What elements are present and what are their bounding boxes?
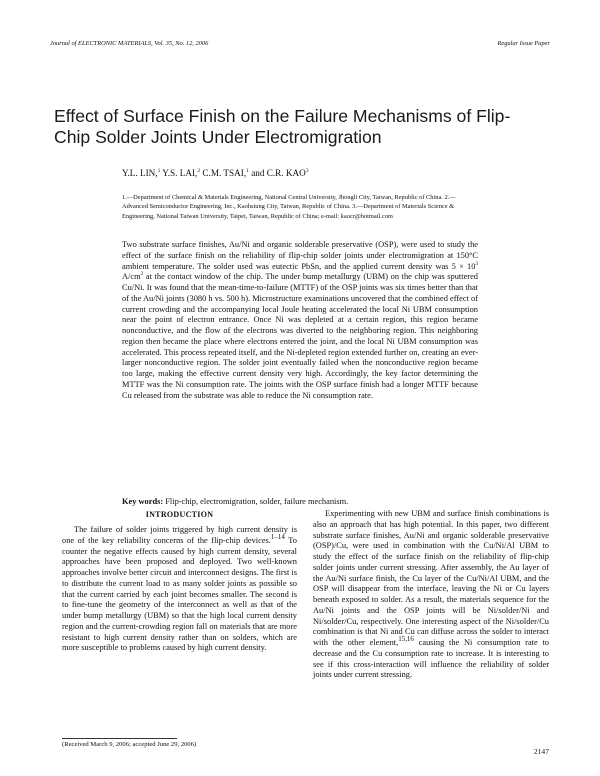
abstract-unit-exponent: 2: [140, 271, 144, 278]
abstract-exponent: 3: [475, 260, 478, 267]
reference-mark: 1–14: [270, 532, 285, 541]
journal-citation: Journal of ELECTRONIC MATERIALS, Vol. 35, No. 12, 2006: [50, 40, 209, 47]
author-name: Y.S. LAI,: [162, 168, 198, 178]
author-name: and C.R. KAO: [251, 168, 306, 178]
affiliations: 1.—Department of Chemical & Materials Engineering, National Central University, Jhongli City, Taiwan, Republic of China. 2.—Advanced Semiconductor Engineering, Inc., Kaohsiung City, Taiwan, Republic of China. 3.—Department of Materials Science & Engineering, National Taiwan University, Taipei, Taiwan, Republic of China; e-mail: kaocr@hotmail.com: [122, 194, 456, 220]
author-affiliation-mark: 1: [157, 168, 161, 174]
section-heading-introduction: INTRODUCTION: [145, 510, 214, 519]
paper-type: Regular Issue Paper: [497, 40, 550, 47]
author-name: C.M. TSAI,: [202, 168, 247, 178]
author-affiliation-mark: 3: [305, 168, 309, 174]
abstract-unit: A/cm: [122, 272, 141, 282]
author-affiliation-mark: 2: [197, 168, 201, 174]
keywords-text: Flip-chip, electromigration, solder, failure mechanism.: [163, 497, 349, 506]
intro-text: causing the Ni consumption rate to decrease and the Cu consumption rate to increase. It is interesting to see if this cross-interaction will influence the reliability of solder joints under current stressing.: [313, 638, 549, 680]
received-date-footnote: (Received March 9, 2006; accepted June 29, 2006): [62, 741, 197, 748]
keywords: [122, 497, 478, 506]
footnote-rule: [62, 738, 177, 739]
intro-text: Experimenting with new UBM and surface finish combinations is also an approach that has high potential. In this paper, two different substrate surface finishes, Au/Ni and organic solderable preservative (OSP)/Cu, were used in combination with the Cu/Ni/Al UBM to study the effect of the surface finish on the reliability of flip-chip solder joints under current stressing. After assembly, the Au layer of the Au/Ni surface finish, the Cu layer of the Cu/Ni/Al UBM, and the OSP will disappear from the interface, leaving the Ni or Cu layers beneath exposed to solder. As a result, the materials sequence for the Au/Ni joints and the OSP joints will be Ni/solder/Ni and Ni/solder/Cu, respectively. One interesting aspect of the Ni/solder/Cu combination is that Ni and Cu can diffuse across the solder to interact with the other element,: [313, 509, 549, 647]
abstract-text: at the contact window of the chip. The under bump metallurgy (UBM) on the chip was sputtered Cu/Ni. It was found that the mean-time-to-failure (MTTF) of the OSP joints was six times better than that of the Au/Ni joints (3080 h vs. 500 h). Microstructure examinations uncovered that the combined effect of current crowding and the accompanying local Joule heating accelerated the local Ni UBM consumption near the point of electron entrance. Once Ni was depleted at a certain region, this region became nonconductive, and the flow of the electrons was diverted to the neighboring region. This neighboring region then became the place where electrons entered the joint, and the local Ni UBM consumption was accelerated. This process repeated itself, and the Ni-depleted region extended further on, creating an ever-larger nonconductive region. The solder joint eventually failed when the nonconductive region became too large, making the effective current density very high. Accordingly, the key factor determining the MTTF was the Ni consumption rate. The joints with the OSP surface finish had a longer MTTF because Cu released from the substrate was able to reduce the Ni consumption rate.: [122, 272, 478, 400]
intro-text: The failure of solder joints triggered by high current density is one of the key reliability concerns of the flip-chip devices.: [62, 525, 297, 545]
intro-text: To counter the negative effects caused by high current density, several approaches have been proposed and deployed. Two well-known approaches involve better circuit and interconnect designs. The first is to distribute the current load to as many solder joints as possible so that the current carried by each joint becomes smaller. The second is to fine-tune the geometry of the interconnect as well as that of the under bump metallurgy (UBM) so that the high local current density region and the current-crowding region fall on materials that are more resistant to high current density rather than on solders, which are more susceptible to problems caused by high current density.: [62, 535, 297, 653]
abstract-text: Two substrate surface finishes, Au/Ni and organic solderable preservative (OSP), were used to study the effect of the surface finish on the reliability of flip-chip solder joints under electromigration at 150°C ambient temperature. The solder used was eutectic PbSn, and the applied current density was 5 × 10: [122, 240, 478, 271]
intro-left-column: [62, 525, 297, 654]
intro-right-column: [313, 509, 549, 681]
page-number: 2147: [533, 747, 549, 756]
author-name: Y.L. LIN,: [122, 168, 158, 178]
running-head: [50, 40, 550, 52]
reference-mark: 15,16: [398, 635, 414, 644]
abstract: [122, 240, 478, 401]
author-list: [122, 168, 309, 178]
author-affiliation-mark: 1: [246, 168, 249, 174]
keywords-label: Key words:: [122, 497, 164, 506]
paper-title: Effect of Surface Finish on the Failure Mechanisms of Flip-Chip Solder Joints Under Electromigration: [54, 106, 511, 147]
